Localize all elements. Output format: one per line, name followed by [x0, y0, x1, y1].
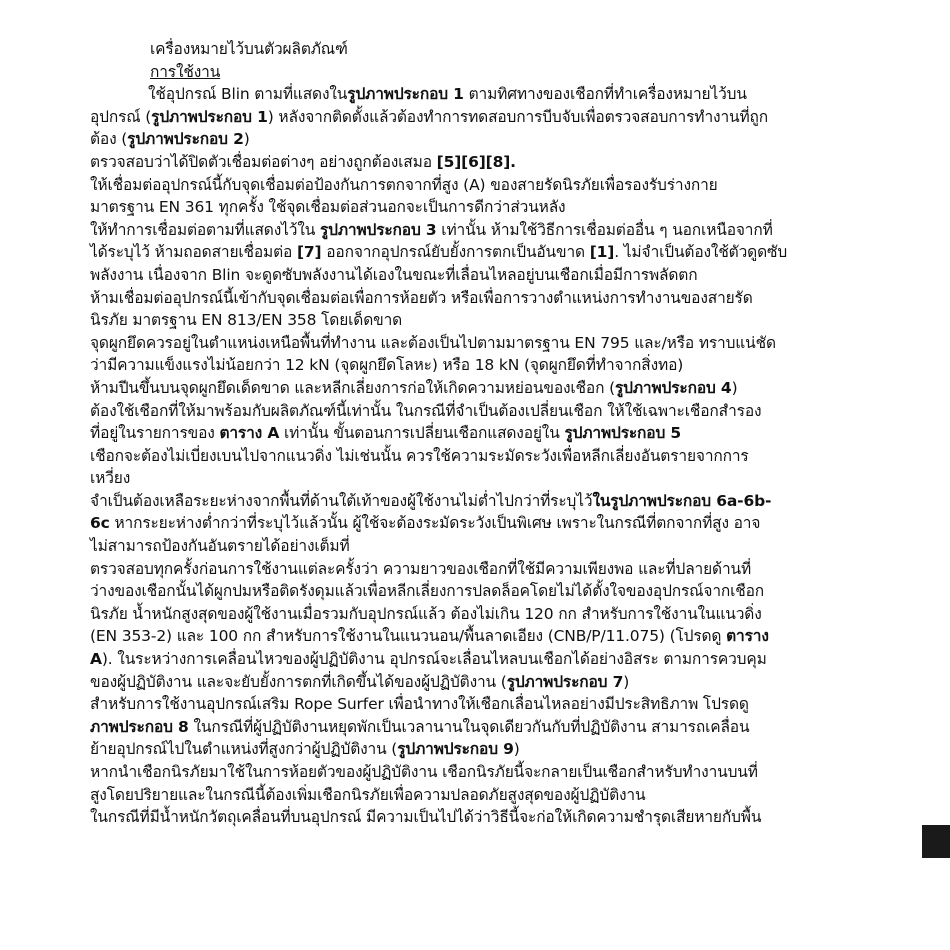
section-heading: การใช้งาน: [150, 62, 221, 81]
text-run: เท่านั้น ขั้นตอนการเปลี่ยนเชือกแสดงอยู่ใน: [279, 424, 565, 443]
paragraph-lines: [90, 83, 910, 829]
text-run: (EN 353-2) และ 100 กก สำหรับการใช้งานในแนวนอน/พื้นลาดเอียง (CNB/P/11.075) (โปรดดู: [90, 627, 727, 646]
text-run: ว่ามีความแข็งแรงไม่น้อยกว่า 12 kN (จุดผูกยึดโลหะ) หรือ 18 kN (จุดผูกยึดที่ทำจากสิ่งทอ): [90, 356, 684, 375]
text-line: [90, 603, 910, 626]
bold-run: ภาพประกอบ 8: [90, 717, 189, 736]
text-run: ออกจากอุปกรณ์ยับยั้งการตกเป็นอันขาด: [321, 243, 590, 262]
text-line: [90, 761, 910, 784]
text-run: . ไม่จำเป็นต้องใช้ตัวดูดซับ: [614, 243, 788, 262]
text-run: ห้ามปีนขึ้นบนจุดผูกยึดเด็ดขาด และหลีกเลี่ยงการก่อให้เกิดความหย่อนของเชือก (: [90, 378, 615, 397]
text-line: [90, 287, 910, 310]
bold-run: ตาราง: [726, 627, 769, 646]
intro-line: เครื่องหมายไว้บนตัวผลิตภัณฑ์: [150, 40, 348, 58]
text-line: [90, 445, 910, 468]
text-line: [90, 241, 910, 264]
bold-run: [5][6][8].: [436, 152, 516, 171]
text-line: [90, 377, 910, 400]
text-line: [90, 738, 910, 761]
text-line: [90, 83, 910, 106]
text-line: [90, 558, 910, 581]
bold-run: รูปภาพประกอบ 1: [347, 85, 464, 104]
text-run: ต้องใช้เชือกที่ให้มาพร้อมกับผลิตภัณฑ์นี้เท่านั้น ในกรณีที่จำเป็นต้องเปลี่ยนเชือก ให้ใช้เฉพาะเชือกสำรอง: [90, 401, 762, 420]
text-run: ให้เชื่อมต่ออุปกรณ์นี้กับจุดเชื่อมต่อป้องกันการตกจากที่สูง (A) ของสายรัดนิรภัยเพื่อรองรับร่างกาย: [90, 175, 718, 194]
text-run: หากระยะห่างต่ำกว่าที่ระบุไว้แล้วนั้น ผู้ใช้จะต้องระมัดระวังเป็นพิเศษ เพราะในกรณีที่ตกจากที่สูง อาจ: [109, 514, 761, 533]
bold-run: A: [90, 650, 102, 669]
text-run: ย้ายอุปกรณ์ไปในตำแหน่งที่สูงกว่าผู้ปฏิบัติงาน (: [90, 740, 398, 759]
text-run: ): [243, 130, 250, 149]
text-run: พลังงาน เนื่องจาก Blin จะดูดซับพลังงานได้เองในขณะที่เลื่อนไหลอยู่บนเชือกเมื่อมีการพลัดตก: [90, 265, 698, 284]
text-line: [90, 784, 910, 807]
bold-run: ในรูปภาพประกอบ 6a-6b-: [592, 491, 772, 510]
text-line: [90, 535, 910, 558]
bold-run: รูปภาพประกอบ 2: [127, 130, 244, 149]
text-line: [90, 716, 910, 739]
text-line: [90, 332, 910, 355]
bold-run: 6c: [90, 514, 110, 533]
bold-run: รูปภาพประกอบ 9: [397, 740, 514, 759]
text-run: ): [513, 740, 520, 759]
text-run: ได้ระบุไว้ ห้ามถอดสายเชื่อมต่อ: [90, 243, 297, 262]
text-line: [90, 400, 910, 423]
text-run: จุดผูกยึดควรอยู่ในตำแหน่งเหนือพื้นที่ทำงาน และต้องเป็นไปตามมาตรฐาน EN 795 และ/หรือ ทราบแน่ชัด: [90, 333, 776, 352]
bold-run: ตาราง A: [219, 424, 280, 443]
text-run: ใช้อุปกรณ์ Blin ตามที่แสดงใน: [148, 85, 348, 104]
bold-run: รูปภาพประกอบ 4: [615, 378, 732, 397]
text-line: [90, 151, 910, 174]
text-line: [90, 196, 910, 219]
text-run: สูงโดยปริยายและในกรณีนี้ต้องเพิ่มเชือกนิรภัยเพื่อความปลอดภัยสูงสุดของผู้ปฏิบัติงาน: [90, 785, 646, 804]
bold-run: [1]: [589, 243, 615, 262]
text-run: มาตรฐาน EN 361 ทุกครั้ง ใช้จุดเชื่อมต่อส่วนอกจะเป็นการดีกว่าส่วนหลัง: [90, 198, 566, 217]
text-line: [90, 648, 910, 671]
text-line: [90, 693, 910, 716]
text-line: [90, 174, 910, 197]
text-run: อุปกรณ์ (: [90, 107, 152, 126]
text-run: ตรวจสอบทุกครั้งก่อนการใช้งานแต่ละครั้งว่า ความยาวของเชือกที่ใช้มีความเพียงพอ และที่ปลายด้านที่: [90, 559, 752, 578]
text-run: สำหรับการใช้งานอุปกรณ์เสริม Rope Surfer เพื่อนำทางให้เชือกเลื่อนไหลอย่างมีประสิทธิภาพ โปรดดู: [90, 695, 749, 714]
text-run: ว่างของเชือกนั้นได้ผูกปมหรือติดรังดุมแล้วเพื่อหลีกเลี่ยงการปลดล็อคโดยไม่ได้ตั้งใจของอุปกรณ์จากเชือก: [90, 582, 765, 601]
text-line: [90, 264, 910, 287]
side-tab-marker: [922, 825, 950, 858]
text-run: ) หลังจากติดตั้งแล้วต้องทำการทดสอบการบีบจับเพื่อตรวจสอบการทำงานที่ถูก: [267, 107, 769, 126]
text-line: [90, 512, 910, 535]
text-run: เหวี่ยง: [90, 469, 131, 488]
text-run: เชือกจะต้องไม่เบี่ยงเบนไปจากแนวดิ่ง ไม่เช่นนั้น ควรใช้ความระมัดระวังเพื่อหลีกเลี่ยงอันตรายจากการ: [90, 446, 749, 465]
text-line: [90, 625, 910, 648]
text-run: ของผู้ปฏิบัติงาน และจะยับยั้งการตกที่เกิดขึ้นได้ของผู้ปฏิบัติงาน (: [90, 672, 507, 691]
text-line: [90, 128, 910, 151]
text-run: ตามทิศทางของเชือกที่ทำเครื่องหมายไว้บน: [463, 85, 747, 104]
text-run: นิรภัย น้ำหนักสูงสุดของผู้ใช้งานเมื่อรวมกับอุปกรณ์แล้ว ต้องไม่เกิน 120 กก สำหรับการใช้งานในแนวดิ่ง: [90, 604, 762, 623]
text-run: ให้ทำการเชื่อมต่อตามที่แสดงไว้ใน: [90, 220, 320, 239]
bold-run: รูปภาพประกอบ 7: [506, 672, 624, 691]
text-line: [90, 309, 910, 332]
text-line: [90, 806, 910, 829]
text-run: ไม่สามารถป้องกันอันตรายได้อย่างเต็มที่: [90, 537, 350, 556]
text-run: ห้ามเชื่อมต่ออุปกรณ์นี้เข้ากับจุดเชื่อมต่อเพื่อการห้อยตัว หรือเพื่อการวางตำแหน่งการทำงานของสายรัด: [90, 288, 753, 307]
text-run: นิรภัย มาตรฐาน EN 813/EN 358 โดยเด็ดขาด: [90, 311, 403, 330]
bold-run: รูปภาพประกอบ 5: [564, 424, 682, 443]
text-line: [90, 490, 910, 513]
text-run: ที่อยู่ในรายการของ: [90, 424, 220, 443]
bold-run: รูปภาพประกอบ 3: [319, 220, 437, 239]
text-line: [90, 422, 910, 445]
text-line: [90, 219, 910, 242]
bold-run: [7]: [296, 243, 322, 262]
text-run: ). ในระหว่างการเคลื่อนไหวของผู้ปฏิบัติงาน อุปกรณ์จะเลื่อนไหลบนเชือกได้อย่างอิสระ ตามการควบคุม: [101, 650, 767, 669]
text-run: ในกรณีที่มีน้ำหนักวัตถุเคลื่อนที่บนอุปกรณ์ มีความเป็นไปได้ว่าวิธีนี้จะก่อให้เกิดความชำรุดเสียหายกับพื้น: [90, 808, 762, 827]
text-run: เท่านั้น ห้ามใช้วิธีการเชื่อมต่ออื่น ๆ นอกเหนือจากที่: [436, 220, 773, 239]
text-line: [90, 467, 910, 490]
text-run: ): [731, 378, 738, 397]
text-run: ตรวจสอบว่าได้ปิดตัวเชื่อมต่อต่างๆ อย่างถูกต้องเสมอ: [90, 152, 437, 171]
text-run: ในกรณีที่ผู้ปฏิบัติงานหยุดพักเป็นเวลานานในจุดเดียวกันกับที่ปฏิบัติงาน สามารถเคลื่อน: [188, 717, 750, 736]
text-line: [90, 671, 910, 694]
document-body: [90, 38, 910, 829]
text-run: จำเป็นต้องเหลือระยะห่างจากพื้นที่ด้านใต้เท้าของผู้ใช้งานไม่ต่ำไปกว่าที่ระบุไว้: [90, 491, 593, 510]
text-line: [90, 580, 910, 603]
text-run: ต้อง (: [90, 130, 128, 149]
text-line: [90, 106, 910, 129]
text-run: ): [623, 672, 630, 691]
text-run: หากนำเชือกนิรภัยมาใช้ในการห้อยตัวของผู้ปฏิบัติงาน เชือกนิรภัยนี้จะกลายเป็นเชือกสำหรับทำงานบนที่: [90, 763, 758, 781]
text-line: [90, 354, 910, 377]
bold-run: รูปภาพประกอบ 1: [151, 107, 268, 126]
